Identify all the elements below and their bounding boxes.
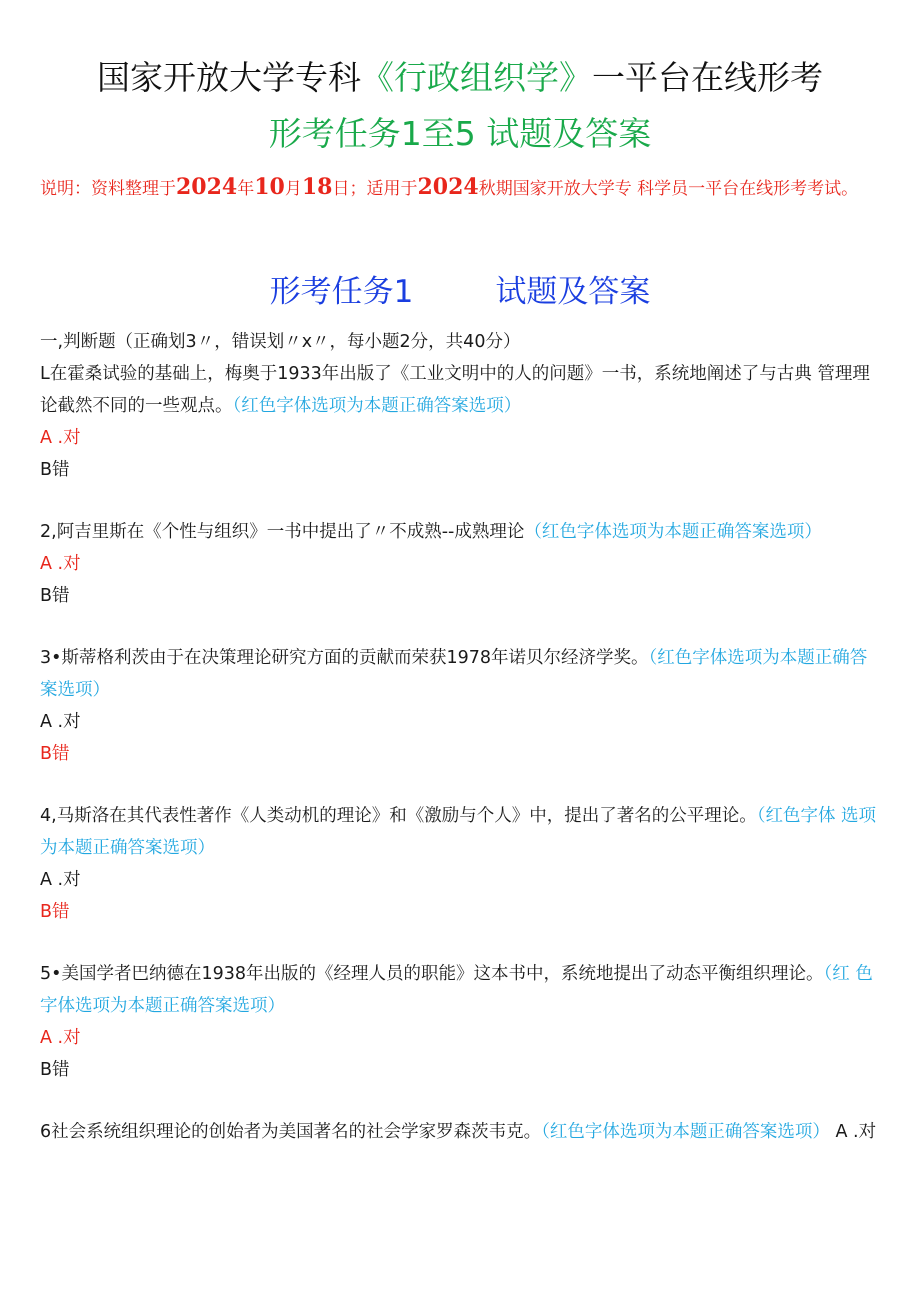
- section-title-right: 试题及答案: [495, 274, 651, 310]
- option-a: A .对: [40, 712, 81, 732]
- part-header: 一,判断题（正确划3〃，错误划〃x〃，每小题2分，共40分）: [40, 332, 521, 352]
- option-a: A .对: [40, 1028, 81, 1048]
- question-text: 4,马斯洛在其代表性著作《人类动机的理论》和《激励与个人》中，提出了著名的公平理论。: [40, 806, 757, 826]
- option-b: B错: [40, 902, 70, 922]
- answer-hint: （红色字体选项为本题正确答案选项）: [541, 1122, 830, 1142]
- option-b: B错: [40, 586, 70, 606]
- note-year2: 2024: [417, 174, 479, 200]
- question-2: [40, 516, 880, 548]
- note-text-2: 年: [237, 179, 255, 199]
- answer-hint: （红色字体选项为本题正确答案选项）: [40, 648, 868, 700]
- document-subtitle: 形考任务1至5 试题及答案: [268, 114, 652, 153]
- option-b: B错: [40, 1060, 70, 1080]
- option-a: A .对: [40, 428, 81, 448]
- title-part1: 国家开放大学专科: [97, 58, 361, 97]
- question-5: [40, 958, 880, 1022]
- answer-hint: （红 色字体选项为本题正确答案选项）: [40, 964, 873, 1016]
- option-a: A .对: [40, 554, 81, 574]
- question-text: 2,阿吉里斯在《个性与组织》一书中提出了〃不成熟--成熟理论: [40, 522, 525, 542]
- title-course: 《行政组织学》: [361, 58, 592, 97]
- question-text: 3•斯蒂格利茨由于在决策理论研究方面的贡献而荣获1978年诺贝尔经济学奖。: [40, 648, 649, 668]
- description-note: [40, 166, 890, 210]
- question-1: [40, 358, 880, 422]
- option-a: A .对: [40, 870, 81, 890]
- question-text: L在霍桑试验的基础上，梅奥于1933年出版了《工业文明中的人的问题》一书，系统地阐述了与古典 管理理论截然不同的一些观点。: [40, 364, 870, 416]
- option-a: A .对: [835, 1122, 877, 1142]
- answer-hint: （红色字体选项为本题正确答案选项）: [232, 396, 522, 416]
- note-day: 18: [301, 174, 333, 200]
- question-3: [40, 642, 880, 706]
- section-title-left: 形考任务1: [269, 274, 414, 310]
- note-text-5: 秋期国家开放大学专 科学员一平台在线形考考试。: [478, 179, 859, 199]
- question-text: 6社会系统组织理论的创始者为美国著名的社会学家罗森茨韦克。: [40, 1122, 542, 1142]
- question-6: [40, 1116, 880, 1148]
- section-title: [0, 266, 920, 311]
- option-b: B错: [40, 744, 70, 764]
- question-list: [40, 326, 880, 1148]
- note-month: 10: [254, 174, 285, 200]
- note-text-3: 月: [284, 179, 302, 199]
- note-text-1: 说明：资料整理于: [40, 179, 176, 199]
- question-text: 5•美国学者巴纳德在1938年出版的《经理人员的职能》这本书中，系统地提出了动态平衡组织理论。: [40, 964, 824, 984]
- title-part2: 一平台在线形考: [592, 58, 823, 97]
- option-b: B错: [40, 460, 70, 480]
- question-4: [40, 800, 880, 864]
- note-text-4: 日；适用于: [332, 179, 418, 199]
- document-title: [0, 52, 920, 99]
- note-year: 2024: [176, 174, 238, 200]
- answer-hint: （红色字体选项为本题正确答案选项）: [524, 522, 822, 542]
- answer-hint: （红色字体 选项为本题正确答案选项）: [40, 806, 877, 858]
